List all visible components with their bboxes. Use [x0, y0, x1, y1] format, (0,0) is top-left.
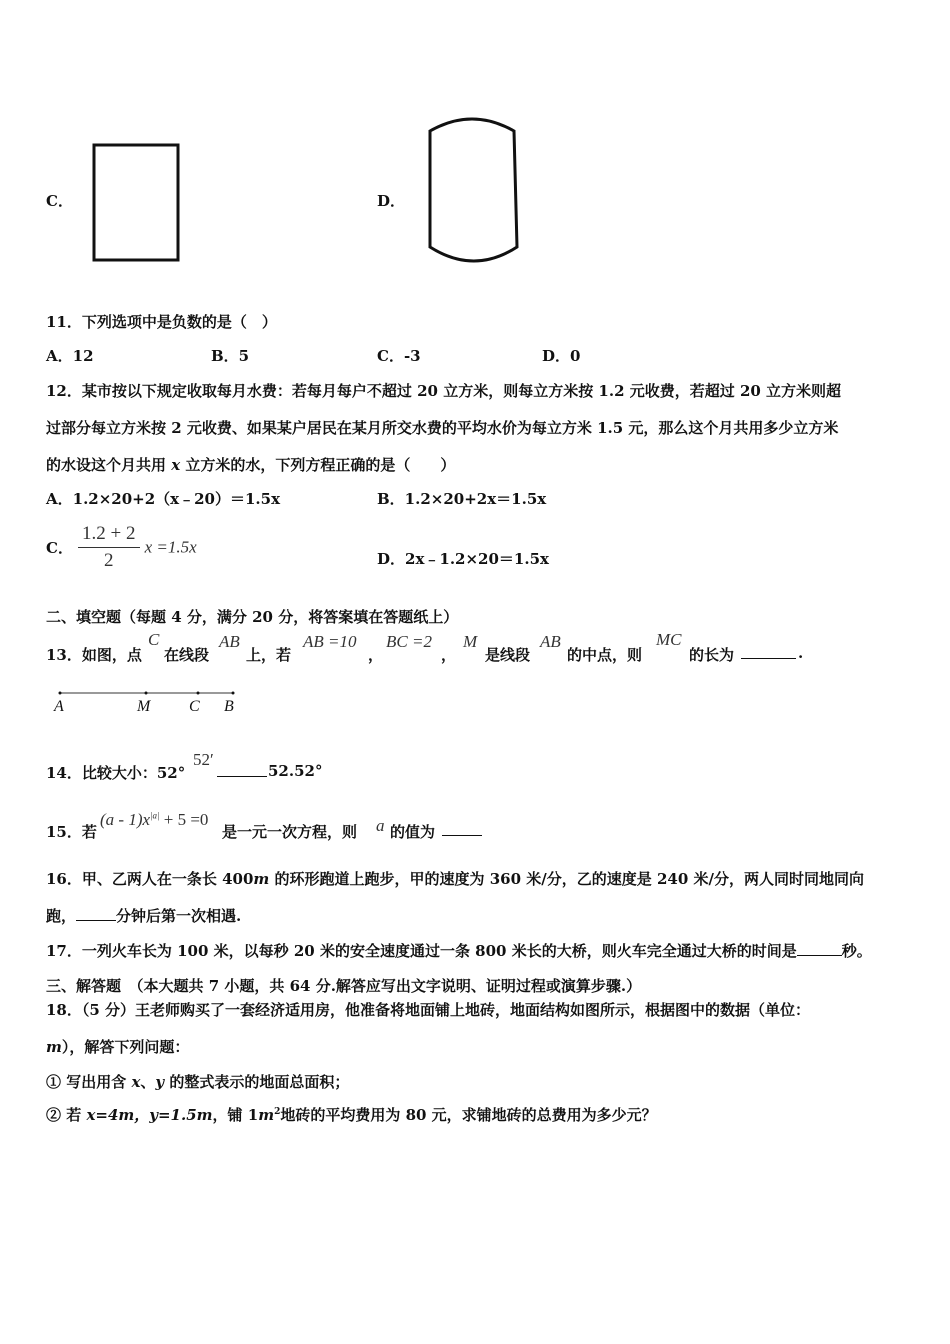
question-11-stem: 11．下列选项中是负数的是（ ）	[46, 313, 277, 331]
question-12-line2: 过部分每立方米按 2 元收费、如果某户居民在某月所交水费的平均水价为每立方米 1.5 元，那么这个月共用多少立方米	[46, 419, 839, 437]
q15-text-3: 的值为	[390, 823, 436, 841]
q12-option-c: C． $\frac{1.2 + 2}{2}$ x =1.5x	[46, 521, 197, 574]
q16-answer-blank	[76, 906, 116, 921]
q14-minutes: 52′	[193, 750, 214, 769]
q15-text-2: 是一元一次方程，则	[222, 823, 358, 841]
q13-text-7: 的中点，则	[567, 646, 643, 664]
option-d-label: D．	[377, 192, 406, 210]
label-c: C	[189, 698, 200, 715]
q15-math-a: a	[376, 816, 385, 835]
q13-math-c: C	[148, 630, 160, 649]
q13-text-3: 上，若	[246, 646, 292, 664]
fraction: $\frac{1.2 + 2}{2}$	[78, 521, 139, 574]
question-18-part2: ② 若 x=4m，y=1.5m，铺 $1m^2$地砖的平均费用为 80 元，求铺地砖的总费用为多少元？	[46, 1106, 657, 1124]
q15-answer-blank	[442, 821, 482, 836]
q12-option-d: D．2x﹣1.2×20＝1.5x	[377, 550, 549, 568]
q11-option-d: D．0	[542, 347, 581, 365]
q13-answer-blank	[741, 644, 796, 659]
point-c	[197, 692, 200, 695]
q14-answer-blank	[217, 762, 267, 777]
q13-math-ab-eq: AB =10	[303, 632, 357, 651]
curved-rectangle-figure	[424, 115, 524, 270]
q13-text-6: 是线段	[485, 646, 531, 664]
q11-option-b: B．5	[211, 347, 250, 365]
q11-option-c: C．-3	[377, 347, 421, 365]
question-17: 17．一列火车长为 100 米，以每秒 20 米的安全速度通过一条 800 米长的大桥，则火车完全通过大桥的时间是 秒。	[46, 942, 872, 960]
q15-text-1: 15．若	[46, 823, 97, 841]
q13-text-1: 13．如图，点	[46, 646, 142, 664]
q15-equation: $(a - 1)x^{|a|} + 5 =0$	[100, 810, 209, 829]
q13-text-2: 在线段	[164, 646, 210, 664]
q12-option-a: A．1.2×20+2（x﹣20）＝1.5x	[46, 490, 281, 508]
rectangle-figure	[90, 140, 185, 265]
question-16-line2: 跑， 分钟后第一次相遇.	[46, 907, 242, 925]
q13-math-ab: AB	[219, 632, 240, 651]
q13-text-8: 的长为	[689, 646, 735, 664]
point-b	[232, 692, 235, 695]
question-16-line1: 16．甲、乙两人在一条长 400m 的环形跑道上跑步，甲的速度为 360 米/分，乙的速度是 240 米/分，两人同时同地同向	[46, 870, 864, 888]
q13-text-5: ，	[441, 646, 457, 664]
line-segment-figure	[50, 686, 250, 698]
question-18-line1: 18．（5 分）王老师购买了一套经济适用房，他准备将地面铺上地砖，地面结构如图所示，根据图中的数据（单位：	[46, 1001, 811, 1019]
option-c-label: C．	[46, 192, 73, 210]
q14-text-1: 14．比较大小：52°	[46, 764, 186, 782]
label-b: B	[224, 698, 234, 715]
section-3-title: 三、解答题 （本大题共 7 小题，共 64 分.解答应写出文字说明、证明过程或演算步骤.）	[46, 977, 642, 995]
question-18-line2: m），解答下列问题：	[46, 1038, 190, 1056]
point-a	[59, 692, 62, 695]
point-m	[145, 692, 148, 695]
q13-math-bc-eq: BC =2	[386, 632, 432, 651]
question-18-part1: ① 写出用含 x、y 的整式表示的地面总面积；	[46, 1073, 350, 1091]
q13-math-mc: MC	[656, 630, 682, 649]
question-12-line1: 12．某市按以下规定收取每月水费：若每月每户不超过 20 立方米，则每立方米按 1.2 元收费，若超过 20 立方米则超	[46, 382, 842, 400]
q14-text-2: 52.52°	[268, 762, 323, 780]
q13-math-ab-2: AB	[540, 632, 561, 651]
question-12-line3: 的水设这个月共用 x 立方米的水，下列方程正确的是（ ）	[46, 456, 456, 474]
q13-math-m: M	[463, 632, 478, 651]
label-a: A	[54, 698, 64, 715]
q13-text-4: ，	[368, 646, 384, 664]
section-2-title: 二、填空题（每题 4 分，满分 20 分，将答案填在答题纸上）	[46, 608, 459, 626]
q11-option-a: A．12	[46, 347, 94, 365]
q12-option-b: B．1.2×20+2x＝1.5x	[377, 490, 547, 508]
q13-text-9: .	[798, 644, 804, 662]
label-m: M	[137, 698, 151, 715]
q17-answer-blank	[797, 941, 842, 956]
